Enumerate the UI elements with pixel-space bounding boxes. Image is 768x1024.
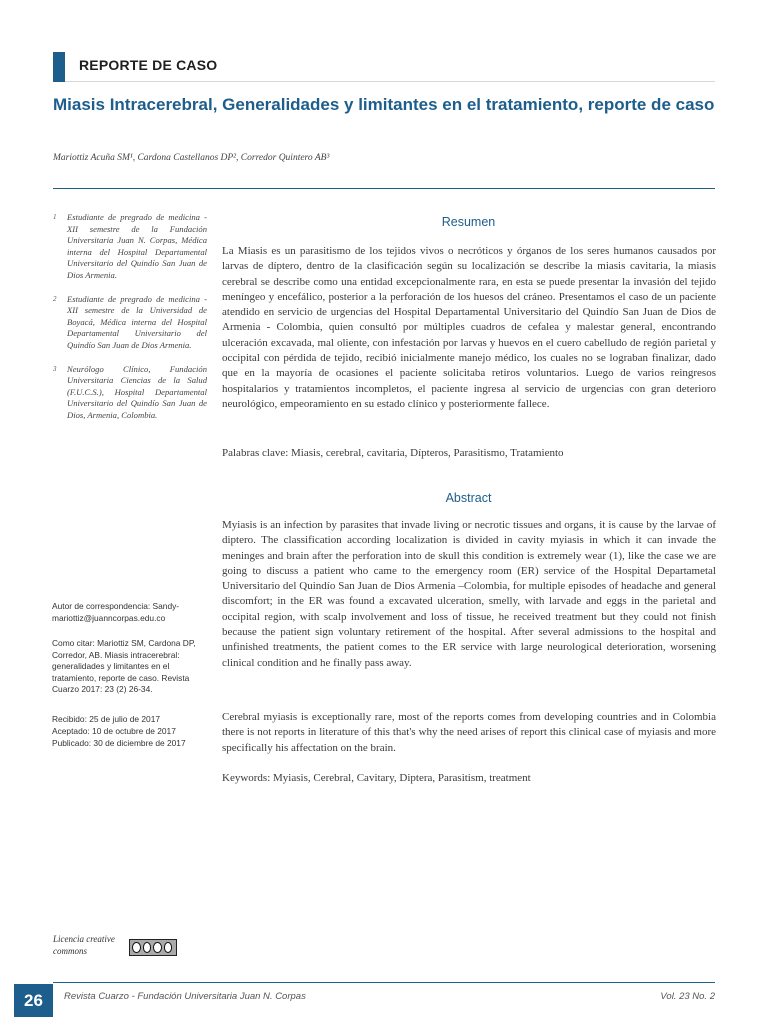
- nd-icon: [164, 942, 173, 953]
- citation: Como citar: Mariottiz SM, Cardona DP, Corredor, AB. Miasis intracerebral: generalidades y limitantes en el tratamiento, reporte de caso. Revista Cuarzo 2017: 23 (2) 26-34.: [52, 638, 196, 694]
- footnote: [53, 364, 207, 422]
- footnote-text: Neurólogo Clínico, Fundación Universitaria Ciencias de la Salud (F.U.C.S.), Hospital Departamental Universitario del Quindío San Juan de Dios, Armenia, Colombia.: [67, 363, 207, 420]
- section-header: [53, 52, 715, 82]
- footnote-number: 1: [53, 213, 57, 221]
- footnote: [53, 212, 207, 282]
- published-date: Publicado: 30 de diciembre de 2017: [52, 738, 186, 748]
- section-label: REPORTE DE CASO: [79, 57, 218, 73]
- resumen-heading: Resumen: [441, 215, 496, 229]
- footnote-text: Estudiante de pregrado de medicina - XII semestre de la Universidad de Boyacá, Médica interna del Hospital Departamental Universitario del Quindío San Juan de Dios Armenia.: [67, 293, 207, 350]
- footnote: [53, 294, 207, 352]
- license-label: Licencia creative commons: [53, 934, 115, 956]
- abstract-keywords: Keywords: Myiasis, Cerebral, Cavitary, Diptera, Parasitism, treatment: [222, 772, 531, 784]
- cc-icon: [132, 942, 141, 953]
- nc-icon: [153, 942, 162, 953]
- footnote-number: 3: [53, 364, 57, 373]
- article-title: Miasis Intracerebral, Generalidades y limitantes en el tratamiento, reporte de caso: [53, 95, 715, 114]
- title-divider: [53, 188, 715, 189]
- license: [53, 933, 177, 957]
- accepted-date: Aceptado: 10 de octubre de 2017: [52, 726, 176, 736]
- received-date: Recibido: 25 de julio de 2017: [52, 714, 161, 724]
- page-number: 26: [14, 984, 53, 1017]
- footnote-number: 2: [53, 294, 57, 303]
- footnote-text: Estudiante de pregrado de medicina - XII semestre de la Fundación Universitaria Juan N. Corpas, Médica interna del Hospital Departamental Universitario del Quindío San Juan de Dios Armenia.: [67, 212, 207, 280]
- journal-name: Revista Cuarzo - Fundación Universitaria Juan N. Corpas: [64, 991, 306, 1002]
- abstract-heading: Abstract: [445, 491, 492, 505]
- article-authors: Mariottiz Acuña SM¹, Cardona Castellanos DP², Corredor Quintero AB³: [53, 153, 330, 163]
- by-icon: [143, 942, 152, 953]
- resumen-body: La Miasis es un parasitismo de los tejidos vivos o necróticos y órganos de los seres humanos causados por larvas de díptero, dentro de la clasificación según su localización se describe la miasis cavitaria, la miasis cerebral se describe como una entidad excepcionalmente rara, en esta se puede presentar la invasión del tejido meníngeo y encefálico, posterior a la perforación de los huesos del cráneo. Presentamos el caso de un paciente atendido en servicio de urgencias del Hospital Departamental Universitario del Quindío San Juan de Dios de Armenia - Colombia, quien consultó por múltiples cuadros de cefalea y malestar general, encontrando ulceración excavada, mal oliente, con infestación por larvas y huevos en el cuero cabelludo de región parietal y occipital con pérdida de tejido, recibió inicialmente manejo médico, los cuales no se lograban finalizar, dado que en la mayoría de ocasiones el paciente solicitaba retiros voluntarios. Luego de varios reingresos hospitalarios y tratamientos incompletos, el paciente ingresa al servicio de urgencias con gran deterioro neurológico, empeoramiento en su estado clínico y posteriormente fallece.: [222, 245, 716, 410]
- creative-commons-icon[interactable]: [129, 939, 177, 956]
- abstract-body-2: Cerebral myiasis is exceptionally rare, most of the reports comes from developing countries and in Colombia there is not reports in literature of this that's why the need arises of report this clinical case of myiasis and more specifically his affectation on the brain.: [222, 711, 716, 754]
- correspondence-author: Autor de correspondencia: Sandy-mariottiz@juanncorpas.edu.co: [52, 601, 180, 623]
- footer-divider: [53, 982, 715, 983]
- abstract-body: Myiasis is an infection by parasites that invade living or necrotic tissues and organs, it is cause by the larvae of diptero. The classification according localization is divided in cavity myiasis in which it can invade the meninges and brain after the perforation into de skull this condition is extremely wear (1), like the case we are going to discuss a patient who came to the emergency room (ER) service of the Hospital Departametal Universitario del Quindío San Juan de Dios Armenia –Colombia, for multiple episodes of headache and general discomfort; in the ER was found a excavated ulceration, smelly, with larvade and eggs in the parietal and occipital region, with scalp involvement and loss of tissue, he received treatment but they could not finish because the patient sign voluntary retirement of the hospital. After several admissions to the hospital and unfinished treatments, the patient comes to the ER service with large neurological deterioration, worsening clinical condition and he finally pass away.: [222, 519, 716, 669]
- volume-info: Vol. 23 No. 2: [660, 991, 715, 1002]
- section-header-bar: [53, 52, 65, 82]
- author-footnotes: [53, 212, 207, 434]
- resumen-keywords: Palabras clave: Miasis, cerebral, cavitaria, Dípteros, Parasitismo, Tratamiento: [222, 447, 564, 459]
